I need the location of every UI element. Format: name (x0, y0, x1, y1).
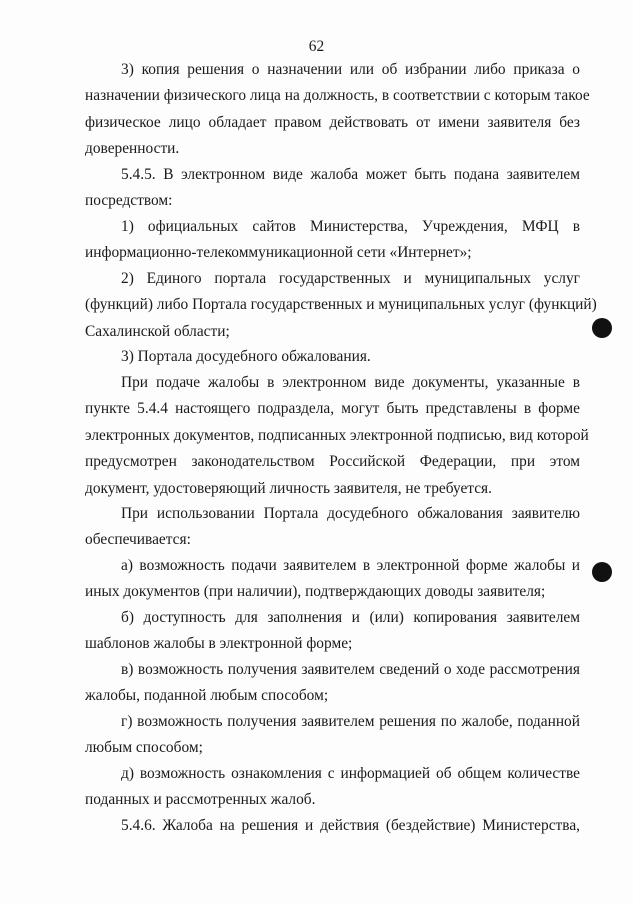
text-line: шаблонов жалобы в электронной форме; (85, 635, 353, 653)
text-line: электронных документов, подписанных электронной подписью, вид которой (85, 426, 589, 444)
binder-hole-mark (592, 318, 612, 338)
text-line: 3) копия решения о назначении или об избрании либо приказа о (121, 61, 580, 78)
page-number: 62 (308, 38, 325, 55)
paragraph-copy-of-decision (85, 61, 590, 167)
text-line: а) возможность подачи заявителем в электронной форме жалобы и (121, 557, 580, 574)
text-line: г) возможность получения заявителем решения по жалобе, поданной (121, 713, 580, 730)
paragraph-item-g (85, 713, 580, 766)
text-line: поданных и рассмотренных жалоб. (85, 791, 316, 809)
text-line: б) доступность для заполнения и (или) копирования заявителем (121, 609, 580, 626)
text-line: в) возможность получения заявителем сведений о ходе рассмотрения (121, 661, 580, 678)
paragraph-item-b (85, 609, 580, 662)
paragraph-portal-provides (85, 505, 580, 558)
text-line: документ, удостоверяющий личность заявителя, не требуется. (85, 479, 492, 497)
text-line: При использовании Портала досудебного обжалования заявителю (121, 505, 580, 522)
paragraph-item-v (85, 661, 580, 714)
text-line: 1) официальных сайтов Министерства, Учреждения, МФЦ в (121, 218, 580, 235)
text-line: иных документов (при наличии), подтверждающих доводы заявителя; (85, 583, 546, 601)
text-line: (функций) либо Портала государственных и муниципальных услуг (функций) (85, 296, 597, 314)
text-line: посредством: (85, 192, 173, 210)
text-line: 5.4.6. Жалоба на решения и действия (бездействие) Министерства, (121, 817, 580, 834)
paragraph-item-1-official-sites (85, 218, 580, 271)
binder-hole-mark (592, 562, 612, 582)
paragraph-electronic-submission (85, 374, 589, 506)
paragraph-item-3-pretrial-portal (85, 348, 580, 374)
text-line: обеспечивается: (85, 531, 191, 549)
text-line: 5.4.5. В электронном виде жалоба может быть подана заявителем (121, 166, 580, 183)
paragraph-5-4-6 (85, 817, 580, 843)
text-line: физическое лицо обладает правом действовать от имени заявителя без (85, 113, 580, 131)
text-line: д) возможность ознакомления с информацией об общем количестве (121, 765, 580, 782)
text-line: доверенности. (85, 140, 180, 158)
text-line: 3) Портала досудебного обжалования. (121, 348, 371, 365)
text-line: 2) Единого портала государственных и муниципальных услуг (121, 270, 580, 287)
text-line: предусмотрен законодательством Российской Федерации, при этом (85, 453, 580, 471)
paragraph-item-a (85, 557, 580, 610)
text-line: При подаче жалобы в электронном виде документы, указанные в (121, 374, 580, 391)
text-line: пункте 5.4.4 настоящего подраздела, могут быть представлены в форме (85, 400, 580, 418)
text-line: назначении физического лица на должность, в соответствии с которым такое (85, 87, 590, 105)
paragraph-5-4-5 (85, 166, 580, 219)
text-line: любым способом; (85, 739, 203, 757)
text-line: Сахалинской области; (85, 322, 230, 340)
paragraph-item-d (85, 765, 580, 818)
text-line: жалобы, поданной любым способом; (85, 687, 329, 705)
text-line: информационно-телекоммуникационной сети «Интернет»; (85, 244, 472, 262)
paragraph-item-2-unified-portal (85, 270, 597, 349)
